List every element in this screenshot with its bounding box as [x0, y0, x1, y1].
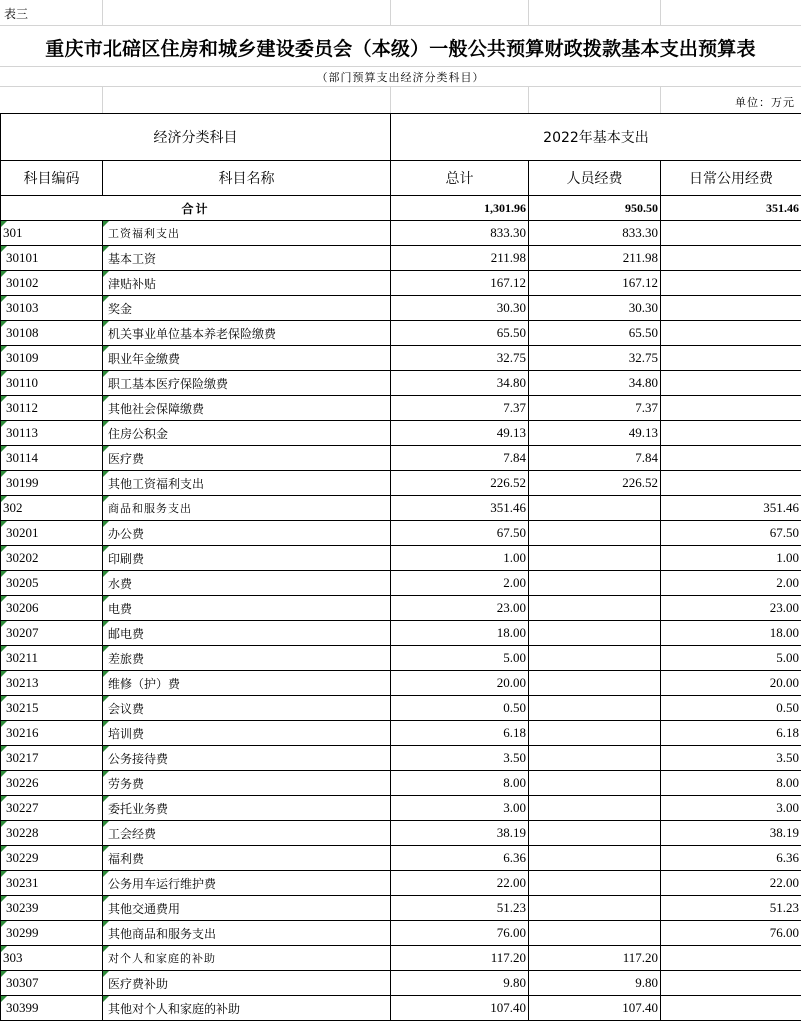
cell-personnel: 34.80: [529, 371, 661, 396]
cell-name: 维修（护）费: [103, 671, 391, 696]
cell-public: 67.50: [661, 521, 801, 546]
cell-name: 办公费: [103, 521, 391, 546]
cell-marker-icon: [103, 321, 109, 327]
cell-personnel: [529, 871, 661, 896]
table-row: [1, 871, 801, 896]
cell-name: 职业年金缴费: [103, 346, 391, 371]
cell-total: 32.75: [391, 346, 529, 371]
cell-total: 67.50: [391, 521, 529, 546]
cell-personnel: 30.30: [529, 296, 661, 321]
cell-personnel: 167.12: [529, 271, 661, 296]
cell-code: 30231: [1, 871, 103, 896]
cell-name: 商品和服务支出: [103, 496, 391, 521]
cell-marker-icon: [1, 596, 7, 602]
cell-public: 351.46: [661, 496, 801, 521]
cell-marker-icon: [1, 946, 7, 952]
cell-public: [661, 421, 801, 446]
cell-name: 奖金: [103, 296, 391, 321]
cell-total: 107.40: [391, 996, 529, 1021]
cell-code: 30229: [1, 846, 103, 871]
cell-total: 833.30: [391, 221, 529, 246]
cell-code: 30207: [1, 621, 103, 646]
table-row: [1, 246, 801, 271]
cell-marker-icon: [1, 321, 7, 327]
cell-public: 23.00: [661, 596, 801, 621]
subtitle-row: [0, 67, 801, 87]
table-row: [1, 796, 801, 821]
cell-code: 30101: [1, 246, 103, 271]
cell-code: 30299: [1, 921, 103, 946]
cell-total: 6.36: [391, 846, 529, 871]
cell-total: 9.80: [391, 971, 529, 996]
cell-personnel: 7.37: [529, 396, 661, 421]
cell-code: 30206: [1, 596, 103, 621]
table-row: [1, 671, 801, 696]
cell-public: 1.00: [661, 546, 801, 571]
cell-public: 6.18: [661, 721, 801, 746]
cell-total: 38.19: [391, 821, 529, 846]
cell-public: [661, 471, 801, 496]
cell-marker-icon: [103, 796, 109, 802]
cell-total: 76.00: [391, 921, 529, 946]
cell-marker-icon: [1, 571, 7, 577]
cell-name: 水费: [103, 571, 391, 596]
cell-marker-icon: [103, 696, 109, 702]
cell-personnel: [529, 821, 661, 846]
cell-public: 18.00: [661, 621, 801, 646]
cell-name: 福利费: [103, 846, 391, 871]
cell-marker-icon: [103, 571, 109, 577]
table-row: [1, 621, 801, 646]
table-row: [1, 396, 801, 421]
page-title: 重庆市北碚区住房和城乡建设委员会（本级）一般公共预算财政拨款基本支出预算表: [45, 38, 756, 60]
table-row: [1, 371, 801, 396]
table-row: [1, 596, 801, 621]
table-row: [1, 571, 801, 596]
cell-public: 38.19: [661, 821, 801, 846]
cell-marker-icon: [103, 646, 109, 652]
cell-marker-icon: [1, 646, 7, 652]
table-row: [1, 721, 801, 746]
cell-name: 培训费: [103, 721, 391, 746]
header-group-row: [1, 114, 801, 161]
cell-marker-icon: [1, 421, 7, 427]
cell-marker-icon: [1, 721, 7, 727]
unit-label: 单位：万元: [735, 96, 795, 109]
cell-total: 65.50: [391, 321, 529, 346]
cell-marker-icon: [1, 521, 7, 527]
header-name: 科目名称: [103, 161, 391, 196]
total-sum: 1,301.96: [391, 196, 529, 221]
cell-marker-icon: [1, 546, 7, 552]
cell-marker-icon: [103, 496, 109, 502]
cell-marker-icon: [103, 721, 109, 727]
cell-public: 76.00: [661, 921, 801, 946]
cell-marker-icon: [103, 621, 109, 627]
cell-public: [661, 246, 801, 271]
cell-total: 49.13: [391, 421, 529, 446]
cell-personnel: [529, 596, 661, 621]
cell-marker-icon: [1, 846, 7, 852]
cell-total: 23.00: [391, 596, 529, 621]
title-row: [0, 26, 801, 67]
cell-marker-icon: [103, 871, 109, 877]
header-personnel: 人员经费: [529, 161, 661, 196]
table-row: [1, 771, 801, 796]
total-personnel: 950.50: [529, 196, 661, 221]
cell-personnel: [529, 846, 661, 871]
cell-total: 34.80: [391, 371, 529, 396]
cell-total: 211.98: [391, 246, 529, 271]
cell-public: 0.50: [661, 696, 801, 721]
table-row: [1, 521, 801, 546]
cell-code: 30399: [1, 996, 103, 1021]
cell-name: 医疗费: [103, 446, 391, 471]
sheet-label-row: [0, 0, 801, 26]
unit-row: [0, 87, 801, 113]
cell-marker-icon: [1, 821, 7, 827]
cell-code: 30205: [1, 571, 103, 596]
table-row: [1, 846, 801, 871]
cell-public: [661, 346, 801, 371]
cell-public: [661, 946, 801, 971]
cell-name: 工会经费: [103, 821, 391, 846]
cell-marker-icon: [103, 421, 109, 427]
cell-marker-icon: [1, 296, 7, 302]
cell-marker-icon: [103, 746, 109, 752]
cell-marker-icon: [103, 346, 109, 352]
cell-code: 30108: [1, 321, 103, 346]
cell-marker-icon: [103, 446, 109, 452]
cell-total: 3.50: [391, 746, 529, 771]
page-subtitle: （部门预算支出经济分类科目）: [316, 71, 485, 84]
budget-table: [0, 113, 801, 1021]
cell-marker-icon: [103, 671, 109, 677]
cell-code: 303: [1, 946, 103, 971]
table-row: [1, 821, 801, 846]
cell-public: [661, 996, 801, 1021]
header-economic-category: 经济分类科目: [1, 114, 391, 161]
table-row: [1, 296, 801, 321]
cell-marker-icon: [103, 596, 109, 602]
cell-total: 3.00: [391, 796, 529, 821]
table-row: [1, 746, 801, 771]
table-row: [1, 321, 801, 346]
cell-code: 30202: [1, 546, 103, 571]
header-column-row: [1, 161, 801, 196]
cell-public: [661, 321, 801, 346]
cell-total: 22.00: [391, 871, 529, 896]
cell-total: 167.12: [391, 271, 529, 296]
cell-personnel: 32.75: [529, 346, 661, 371]
cell-total: 1.00: [391, 546, 529, 571]
cell-total: 8.00: [391, 771, 529, 796]
cell-name: 其他社会保障缴费: [103, 396, 391, 421]
table-row: [1, 421, 801, 446]
cell-total: 351.46: [391, 496, 529, 521]
cell-marker-icon: [103, 396, 109, 402]
cell-marker-icon: [103, 921, 109, 927]
cell-marker-icon: [103, 771, 109, 777]
cell-code: 30103: [1, 296, 103, 321]
cell-personnel: 117.20: [529, 946, 661, 971]
cell-marker-icon: [1, 996, 7, 1002]
cell-marker-icon: [1, 921, 7, 927]
header-code: 科目编码: [1, 161, 103, 196]
cell-marker-icon: [103, 546, 109, 552]
cell-marker-icon: [1, 671, 7, 677]
total-row: [1, 196, 801, 221]
cell-marker-icon: [1, 246, 7, 252]
cell-marker-icon: [103, 846, 109, 852]
cell-total: 2.00: [391, 571, 529, 596]
cell-total: 7.84: [391, 446, 529, 471]
cell-public: 3.00: [661, 796, 801, 821]
cell-public: 8.00: [661, 771, 801, 796]
cell-marker-icon: [1, 771, 7, 777]
table-row: [1, 646, 801, 671]
table-row: [1, 896, 801, 921]
cell-name: 委托业务费: [103, 796, 391, 821]
cell-name: 邮电费: [103, 621, 391, 646]
cell-code: 30110: [1, 371, 103, 396]
cell-marker-icon: [1, 471, 7, 477]
cell-public: 5.00: [661, 646, 801, 671]
cell-code: 30113: [1, 421, 103, 446]
cell-name: 工资福利支出: [103, 221, 391, 246]
cell-personnel: [529, 521, 661, 546]
cell-code: 30211: [1, 646, 103, 671]
total-public: 351.46: [661, 196, 801, 221]
cell-personnel: [529, 746, 661, 771]
cell-personnel: 49.13: [529, 421, 661, 446]
cell-code: 30307: [1, 971, 103, 996]
cell-marker-icon: [1, 346, 7, 352]
cell-marker-icon: [103, 296, 109, 302]
cell-public: 51.23: [661, 896, 801, 921]
cell-name: 其他对个人和家庭的补助: [103, 996, 391, 1021]
cell-marker-icon: [103, 821, 109, 827]
cell-code: 30109: [1, 346, 103, 371]
cell-name: 住房公积金: [103, 421, 391, 446]
cell-marker-icon: [1, 696, 7, 702]
table-row: [1, 546, 801, 571]
category-row: [1, 221, 801, 246]
cell-marker-icon: [103, 946, 109, 952]
cell-name: 会议费: [103, 696, 391, 721]
cell-name: 差旅费: [103, 646, 391, 671]
cell-public: [661, 371, 801, 396]
cell-name: 职工基本医疗保险缴费: [103, 371, 391, 396]
cell-total: 7.37: [391, 396, 529, 421]
cell-total: 6.18: [391, 721, 529, 746]
cell-name: 其他交通费用: [103, 896, 391, 921]
cell-marker-icon: [1, 871, 7, 877]
table-row: [1, 921, 801, 946]
cell-marker-icon: [103, 471, 109, 477]
cell-total: 18.00: [391, 621, 529, 646]
total-label: 合计: [1, 196, 391, 221]
cell-personnel: 211.98: [529, 246, 661, 271]
cell-name: 印刷费: [103, 546, 391, 571]
cell-personnel: [529, 771, 661, 796]
cell-personnel: 65.50: [529, 321, 661, 346]
cell-marker-icon: [103, 896, 109, 902]
header-basic-expenditure: 2022年基本支出: [391, 114, 801, 161]
cell-marker-icon: [1, 221, 7, 227]
cell-total: 51.23: [391, 896, 529, 921]
cell-personnel: [529, 671, 661, 696]
cell-public: [661, 446, 801, 471]
cell-marker-icon: [1, 796, 7, 802]
cell-personnel: 7.84: [529, 446, 661, 471]
cell-name: 对个人和家庭的补助: [103, 946, 391, 971]
cell-name: 医疗费补助: [103, 971, 391, 996]
cell-code: 30227: [1, 796, 103, 821]
cell-name: 基本工资: [103, 246, 391, 271]
cell-personnel: 226.52: [529, 471, 661, 496]
cell-name: 其他商品和服务支出: [103, 921, 391, 946]
cell-marker-icon: [1, 496, 7, 502]
cell-total: 20.00: [391, 671, 529, 696]
cell-code: 302: [1, 496, 103, 521]
cell-code: 30199: [1, 471, 103, 496]
table-row: [1, 346, 801, 371]
cell-marker-icon: [1, 621, 7, 627]
cell-name: 津贴补贴: [103, 271, 391, 296]
table-row: [1, 996, 801, 1021]
cell-public: 6.36: [661, 846, 801, 871]
cell-marker-icon: [103, 371, 109, 377]
cell-code: 301: [1, 221, 103, 246]
cell-marker-icon: [103, 246, 109, 252]
table-row: [1, 471, 801, 496]
cell-code: 30112: [1, 396, 103, 421]
header-public: 日常公用经费: [661, 161, 801, 196]
cell-marker-icon: [103, 271, 109, 277]
cell-personnel: [529, 721, 661, 746]
cell-personnel: 9.80: [529, 971, 661, 996]
table-row: [1, 271, 801, 296]
sheet-label: 表三: [4, 7, 29, 21]
cell-public: [661, 296, 801, 321]
cell-public: [661, 396, 801, 421]
cell-total: 5.00: [391, 646, 529, 671]
cell-total: 0.50: [391, 696, 529, 721]
cell-public: [661, 271, 801, 296]
cell-name: 其他工资福利支出: [103, 471, 391, 496]
cell-total: 226.52: [391, 471, 529, 496]
cell-marker-icon: [1, 971, 7, 977]
cell-marker-icon: [1, 271, 7, 277]
cell-public: 2.00: [661, 571, 801, 596]
cell-marker-icon: [1, 371, 7, 377]
cell-code: 30201: [1, 521, 103, 546]
cell-name: 电费: [103, 596, 391, 621]
cell-code: 30228: [1, 821, 103, 846]
cell-code: 30215: [1, 696, 103, 721]
cell-name: 公务用车运行维护费: [103, 871, 391, 896]
cell-code: 30217: [1, 746, 103, 771]
cell-personnel: [529, 646, 661, 671]
category-row: [1, 496, 801, 521]
cell-total: 30.30: [391, 296, 529, 321]
cell-code: 30213: [1, 671, 103, 696]
cell-code: 30114: [1, 446, 103, 471]
cell-personnel: [529, 546, 661, 571]
cell-marker-icon: [1, 446, 7, 452]
cell-personnel: [529, 696, 661, 721]
table-row: [1, 971, 801, 996]
cell-code: 30216: [1, 721, 103, 746]
cell-code: 30239: [1, 896, 103, 921]
cell-public: 3.50: [661, 746, 801, 771]
cell-personnel: [529, 896, 661, 921]
cell-public: [661, 971, 801, 996]
cell-marker-icon: [1, 896, 7, 902]
cell-personnel: 833.30: [529, 221, 661, 246]
header-total: 总计: [391, 161, 529, 196]
cell-name: 公务接待费: [103, 746, 391, 771]
cell-personnel: [529, 796, 661, 821]
table-row: [1, 696, 801, 721]
cell-personnel: 107.40: [529, 996, 661, 1021]
category-row: [1, 946, 801, 971]
cell-code: 30226: [1, 771, 103, 796]
cell-total: 117.20: [391, 946, 529, 971]
cell-marker-icon: [103, 996, 109, 1002]
table-row: [1, 446, 801, 471]
cell-public: 22.00: [661, 871, 801, 896]
cell-marker-icon: [103, 521, 109, 527]
cell-public: 20.00: [661, 671, 801, 696]
cell-public: [661, 221, 801, 246]
cell-marker-icon: [1, 746, 7, 752]
cell-marker-icon: [103, 971, 109, 977]
cell-marker-icon: [1, 396, 7, 402]
cell-personnel: [529, 921, 661, 946]
cell-personnel: [529, 496, 661, 521]
cell-name: 机关事业单位基本养老保险缴费: [103, 321, 391, 346]
cell-personnel: [529, 621, 661, 646]
cell-personnel: [529, 571, 661, 596]
cell-code: 30102: [1, 271, 103, 296]
cell-name: 劳务费: [103, 771, 391, 796]
cell-marker-icon: [103, 221, 109, 227]
